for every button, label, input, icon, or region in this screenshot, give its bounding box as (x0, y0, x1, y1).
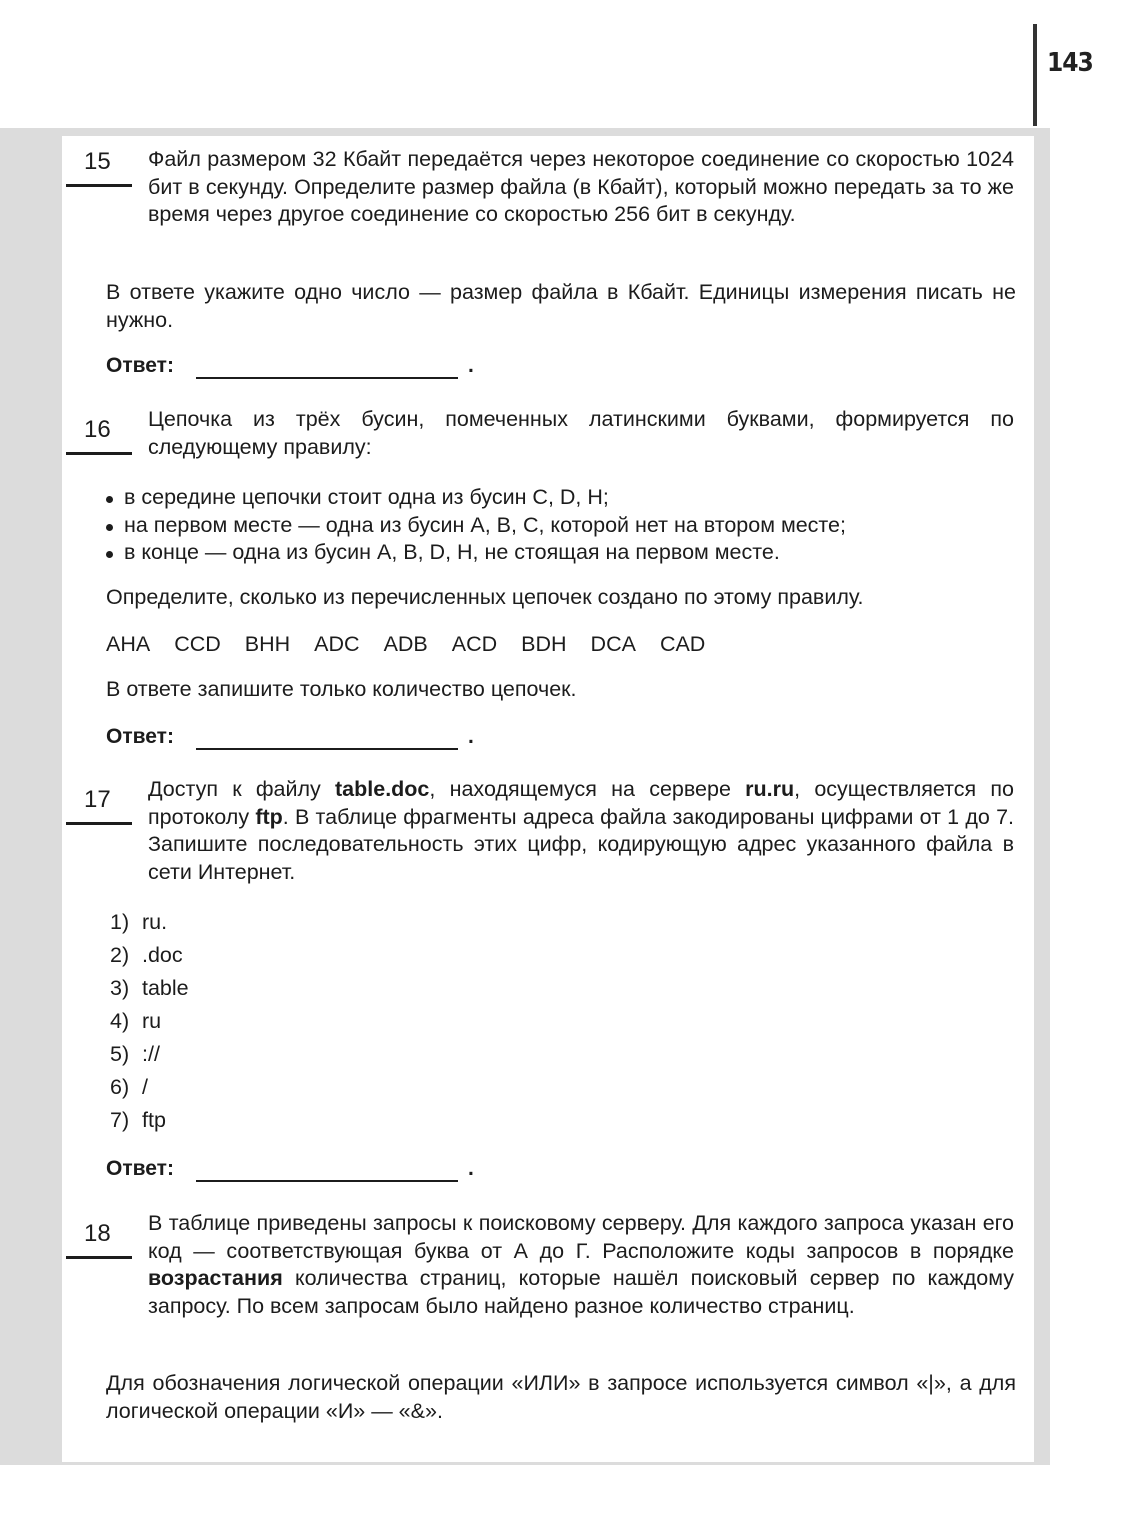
answer-block (106, 1157, 474, 1181)
answer-label: Ответ: (106, 354, 174, 377)
option-value: table (142, 976, 189, 1000)
answer-dot: . (468, 354, 474, 377)
chain: ADC (314, 632, 360, 656)
server-name: ru.ru (745, 777, 795, 801)
emphasis: возрастания (148, 1266, 283, 1290)
answer-block (106, 354, 474, 378)
task-number: 15 (84, 148, 111, 175)
task-number: 16 (84, 416, 111, 443)
task-number-rule (66, 822, 132, 825)
chain: CAD (659, 632, 706, 656)
protocol-name: ftp (255, 804, 283, 829)
option-number: 7) (110, 1108, 130, 1132)
rule-item: в конце — одна из бусин A, B, D, H, не стоящая на первом месте. (104, 539, 1014, 567)
option-number: 4) (110, 1009, 130, 1033)
answer-field[interactable] (196, 748, 458, 750)
option-item (110, 939, 189, 972)
task-number-rule (66, 1256, 132, 1259)
chains-list (106, 632, 723, 657)
page-edge-rule (1033, 24, 1037, 126)
text-part: В таблице приведены запросы к поисковому серверу. Для каждого запроса указан его код — соответствующая буква от А до Г. Расположите коды запросов в порядке (148, 1211, 1014, 1263)
task-number-rule (66, 184, 132, 187)
answer-label: Ответ: (106, 725, 174, 748)
option-number: 3) (110, 976, 130, 1000)
task-text (148, 1210, 1014, 1320)
page-number: 143 (1047, 48, 1093, 78)
task-text (148, 776, 1014, 886)
chain: AHA (106, 632, 151, 656)
fragment-options (110, 906, 189, 1137)
answer-field[interactable] (196, 377, 458, 379)
answer-dot: . (468, 725, 474, 748)
text-part: , находящемуся на сервере (429, 777, 746, 801)
option-item (110, 906, 189, 939)
text-part: количества страниц, которые нашёл поисковый сервер по каждому запросу. По всем запросам было найдено разное количество страниц. (148, 1266, 1014, 1318)
task-number: 18 (84, 1220, 111, 1247)
option-item (110, 1038, 189, 1071)
option-value: .doc (142, 943, 183, 967)
task-number: 17 (84, 786, 111, 813)
rule-item: на первом месте — одна из бусин A, B, C, которой нет на втором месте; (104, 512, 1014, 540)
answer-dot: . (468, 1157, 474, 1180)
option-number: 1) (110, 910, 130, 934)
task-instruction: В ответе укажите одно число — размер файла в Кбайт. Единицы измерения писать не нужно. (106, 280, 1016, 332)
option-value: ru (142, 1009, 162, 1033)
task-text: Файл размером 32 Кбайт передаётся через некоторое соединение со скоростью 1024 бит в секунду. Определите размер файла (в Кбайт), который можно передать за то же время через другое соединение со скоростью 256 бит в секунду. (148, 147, 1014, 226)
answer-block (106, 725, 474, 749)
rule-item: в середине цепочки стоит одна из бусин C, D, H; (104, 484, 1014, 512)
option-value: :// (142, 1042, 160, 1066)
text-part: Доступ к файлу (148, 777, 336, 801)
answer-label: Ответ: (106, 1157, 174, 1180)
chain: BHH (244, 632, 291, 656)
task-text: Цепочка из трёх бусин, помеченных латинскими буквами, формируется по следующему правилу: (148, 407, 1014, 459)
option-number: 2) (110, 943, 130, 967)
chain: DCA (590, 632, 636, 656)
task-instruction: В ответе запишите только количество цепочек. (106, 677, 577, 701)
option-item (110, 1005, 189, 1038)
option-value: ftp (142, 1108, 166, 1132)
option-number: 6) (110, 1075, 130, 1099)
option-item (110, 1071, 189, 1104)
chain: ADB (383, 632, 428, 656)
text-part: , осуществляется по протоколу (148, 777, 1014, 829)
answer-field[interactable] (196, 1180, 458, 1182)
task-note: Для обозначения логической операции «ИЛИ» в запросе используется символ «|», а для логической операции «И» — «&». (106, 1371, 1016, 1423)
option-item (110, 972, 189, 1005)
tasks-content (62, 136, 1034, 1462)
text-part: . В таблице фрагменты адреса файла закодированы цифрами от 1 до 7. Запишите последовательность этих цифр, кодирующую адрес указанного файла в сети Интернет. (148, 804, 1014, 884)
option-number: 5) (110, 1042, 130, 1066)
chain: BDH (521, 632, 567, 656)
option-value: ru. (142, 910, 168, 934)
option-item (110, 1104, 189, 1137)
option-value: / (142, 1075, 148, 1099)
task-question: Определите, сколько из перечисленных цепочек создано по этому правилу. (106, 585, 864, 609)
chain: CCD (174, 632, 221, 656)
task-number-rule (66, 452, 132, 455)
file-name: table.doc (335, 777, 430, 801)
chain: ACD (451, 632, 498, 656)
rules-list (104, 484, 1014, 567)
